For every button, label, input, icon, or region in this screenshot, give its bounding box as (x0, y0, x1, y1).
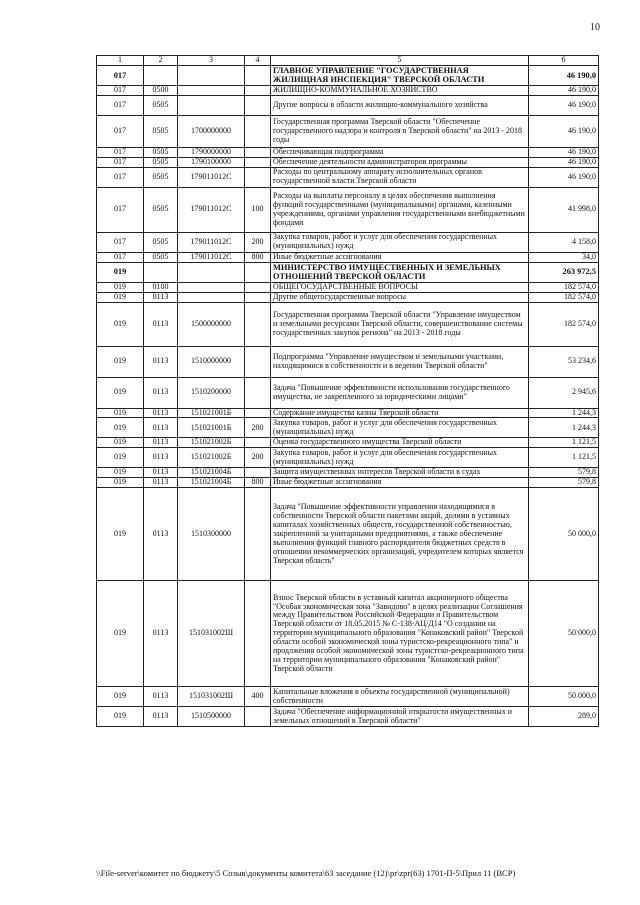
expense-type-cell (245, 488, 271, 581)
expense-type-cell (245, 581, 271, 687)
target-article-cell: 151021004Б (178, 478, 245, 488)
expense-type-cell (245, 115, 271, 147)
ministry-code-cell: 019 (97, 377, 144, 408)
section-code-cell: 0113 (144, 478, 178, 488)
target-article-cell: 151021004Б (178, 468, 245, 478)
table-row (97, 66, 599, 86)
description-cell: ОБЩЕГОСУДАРСТВЕННЫЕ ВОПРОСЫ (271, 282, 529, 292)
target-article-cell: 151021002Б (178, 448, 245, 468)
ministry-code-cell: 019 (97, 581, 144, 687)
target-article-cell (178, 262, 245, 282)
table-row (97, 85, 599, 95)
section-code-cell: 0113 (144, 377, 178, 408)
description-cell: Защита имущественных интересов Тверской области в судах (271, 468, 529, 478)
table-row (97, 147, 599, 157)
section-code-cell (144, 262, 178, 282)
amount-cell: 46 190,0 (529, 157, 599, 167)
table-row (97, 95, 599, 115)
target-article-cell (178, 282, 245, 292)
table-row (97, 687, 599, 707)
ministry-code-cell: 017 (97, 187, 144, 232)
ministry-code-cell: 019 (97, 408, 144, 418)
description-cell: Расходы на выплаты персоналу в целях обеспечения выполнения функций государственными (муниципальными) органами, казенными учреждениями, органами управления государственными внебюджетными фондами (271, 187, 529, 232)
target-article-cell (178, 292, 245, 302)
section-code-cell: 0113 (144, 707, 178, 727)
section-code-cell: 0113 (144, 438, 178, 448)
table-row (97, 488, 599, 581)
amount-cell: 579,8 (529, 468, 599, 478)
target-article-cell: 179011012С (178, 187, 245, 232)
table-row (97, 408, 599, 418)
section-code-cell: 0113 (144, 488, 178, 581)
description-cell: Обеспечивающая подпрограмма (271, 147, 529, 157)
description-cell: Оценка государственного имущества Тверской области (271, 438, 529, 448)
expense-type-cell: 200 (245, 418, 271, 438)
table-row (97, 282, 599, 292)
amount-cell: 579,8 (529, 478, 599, 488)
expense-type-cell (245, 438, 271, 448)
ministry-code-cell: 017 (97, 157, 144, 167)
expense-type-cell (245, 346, 271, 377)
expense-type-cell (245, 85, 271, 95)
ministry-code-cell: 019 (97, 282, 144, 292)
table-row (97, 232, 599, 252)
amount-cell: 1 121,5 (529, 448, 599, 468)
table-row (97, 252, 599, 262)
amount-cell: 1 121,5 (529, 438, 599, 448)
expense-type-cell (245, 707, 271, 727)
expense-type-cell: 800 (245, 478, 271, 488)
target-article-cell: 151021001Б (178, 408, 245, 418)
amount-cell: 50 000,0 (529, 581, 599, 687)
target-article-cell: 179011012С (178, 167, 245, 187)
table-row (97, 187, 599, 232)
table-row (97, 707, 599, 727)
table-body (97, 66, 599, 727)
file-path-footer: \\File-server\комитет по бюджету\5 Созыв\документы комитета\63 заседание (12)\pr\zpr(63) 1701-П-5\Прил 11 (ВСР) (96, 868, 516, 878)
description-cell: Обеспечение деятельности администраторов программы (271, 157, 529, 167)
ministry-code-cell: 017 (97, 66, 144, 86)
expense-type-cell (245, 157, 271, 167)
amount-cell: 46 190,0 (529, 115, 599, 147)
target-article-cell (178, 66, 245, 86)
description-cell: Закупка товаров, работ и услуг для обеспечения государственных (муниципальных) нужд (271, 418, 529, 438)
ministry-code-cell: 019 (97, 707, 144, 727)
expense-type-cell: 400 (245, 687, 271, 707)
amount-cell: 182 574,0 (529, 292, 599, 302)
target-article-cell: 1500000000 (178, 302, 245, 346)
table-row (97, 302, 599, 346)
target-article-cell: 179011012С (178, 252, 245, 262)
ministry-code-cell: 019 (97, 438, 144, 448)
expense-type-cell (245, 147, 271, 157)
column-header: 2 (144, 56, 178, 66)
ministry-code-cell: 019 (97, 418, 144, 438)
target-article-cell: 1510000000 (178, 346, 245, 377)
amount-cell: 182 574,0 (529, 302, 599, 346)
section-code-cell (144, 66, 178, 86)
description-cell: Расходы по центральному аппарату исполнительных органов государственной власти Тверской области (271, 167, 529, 187)
section-code-cell: 0113 (144, 687, 178, 707)
ministry-code-cell: 017 (97, 167, 144, 187)
ministry-code-cell: 017 (97, 232, 144, 252)
section-code-cell: 0500 (144, 85, 178, 95)
description-cell: Закупка товаров, работ и услуг для обеспечения государственных (муниципальных) нужд (271, 448, 529, 468)
expense-type-cell (245, 262, 271, 282)
ministry-code-cell: 017 (97, 252, 144, 262)
amount-cell: 46 190,0 (529, 167, 599, 187)
page-number: 10 (590, 22, 600, 33)
amount-cell: 41 998,0 (529, 187, 599, 232)
expense-type-cell (245, 408, 271, 418)
table-row (97, 157, 599, 167)
description-cell: Подпрограмма "Управление имуществом и земельными участками, находящимися в собственности и в ведении Тверской области" (271, 346, 529, 377)
expense-type-cell (245, 377, 271, 408)
target-article-cell: 151021001Б (178, 418, 245, 438)
target-article-cell: 1700000000 (178, 115, 245, 147)
expense-type-cell (245, 95, 271, 115)
amount-cell: 50 000,0 (529, 687, 599, 707)
section-code-cell: 0505 (144, 147, 178, 157)
ministry-code-cell: 017 (97, 85, 144, 95)
expense-type-cell (245, 66, 271, 86)
column-header: 1 (97, 56, 144, 66)
amount-cell: 46 190,0 (529, 147, 599, 157)
target-article-cell: 1510500000 (178, 707, 245, 727)
section-code-cell: 0505 (144, 232, 178, 252)
section-code-cell: 0113 (144, 302, 178, 346)
table-header-row (97, 56, 599, 66)
description-cell: Иные бюджетные ассигнования (271, 252, 529, 262)
ministry-code-cell: 017 (97, 95, 144, 115)
amount-cell: 46 190,0 (529, 85, 599, 95)
table-row (97, 448, 599, 468)
target-article-cell: 1790000000 (178, 147, 245, 157)
expense-type-cell (245, 167, 271, 187)
expense-type-cell (245, 302, 271, 346)
ministry-code-cell: 019 (97, 302, 144, 346)
description-cell: Иные бюджетные ассигнования (271, 478, 529, 488)
section-code-cell: 0505 (144, 95, 178, 115)
amount-cell: 289,0 (529, 707, 599, 727)
target-article-cell (178, 95, 245, 115)
amount-cell: 46 190,0 (529, 66, 599, 86)
amount-cell: 53 234,6 (529, 346, 599, 377)
table-row (97, 468, 599, 478)
target-article-cell: 1790100000 (178, 157, 245, 167)
column-header: 5 (271, 56, 529, 66)
ministry-code-cell: 019 (97, 468, 144, 478)
section-code-cell: 0505 (144, 115, 178, 147)
description-cell: Закупка товаров, работ и услуг для обеспечения государственных (муниципальных) нужд (271, 232, 529, 252)
column-header: 4 (245, 56, 271, 66)
amount-cell: 182 574,0 (529, 282, 599, 292)
section-code-cell: 0113 (144, 346, 178, 377)
section-code-cell: 0100 (144, 282, 178, 292)
description-cell: ЖИЛИЩНО-КОММУНАЛЬНОЕ ХОЗЯЙСТВО (271, 85, 529, 95)
description-cell: МИНИСТЕРСТВО ИМУЩЕСТВЕННЫХ И ЗЕМЕЛЬНЫХ ОТНОШЕНИЙ ТВЕРСКОЙ ОБЛАСТИ (271, 262, 529, 282)
table-row (97, 438, 599, 448)
ministry-code-cell: 019 (97, 687, 144, 707)
section-code-cell: 0113 (144, 292, 178, 302)
description-cell: Государственная программа Тверской области "Управление имуществом и земельными ресурсами Тверской области, совершенствование системы государственных закупок региона" на 2013 - 2018 годы (271, 302, 529, 346)
ministry-code-cell: 019 (97, 448, 144, 468)
target-article-cell (178, 85, 245, 95)
table-row (97, 346, 599, 377)
amount-cell: 34,0 (529, 252, 599, 262)
section-code-cell: 0113 (144, 448, 178, 468)
table-row (97, 292, 599, 302)
expense-type-cell (245, 468, 271, 478)
section-code-cell: 0113 (144, 418, 178, 438)
target-article-cell: 1510200000 (178, 377, 245, 408)
description-cell: Другие общегосударственные вопросы (271, 292, 529, 302)
table-row (97, 581, 599, 687)
ministry-code-cell: 019 (97, 292, 144, 302)
description-cell: Задача "Повышение эффективности использования государственного имущества, не закрепленного за юридическими лицами" (271, 377, 529, 408)
target-article-cell: 151021002Б (178, 438, 245, 448)
target-article-cell: 1510300000 (178, 488, 245, 581)
section-code-cell: 0113 (144, 468, 178, 478)
budget-table (96, 55, 599, 727)
description-cell: Капитальные вложения в объекты государственной (муниципальной) собственности (271, 687, 529, 707)
target-article-cell: 151031002Ш (178, 581, 245, 687)
amount-cell: 50 000,0 (529, 488, 599, 581)
table-row (97, 418, 599, 438)
section-code-cell: 0113 (144, 581, 178, 687)
amount-cell: 263 972,5 (529, 262, 599, 282)
description-cell: Содержание имущества казны Тверской области (271, 408, 529, 418)
table-row (97, 115, 599, 147)
column-header: 6 (529, 56, 599, 66)
ministry-code-cell: 019 (97, 346, 144, 377)
amount-cell: 2 945,6 (529, 377, 599, 408)
ministry-code-cell: 019 (97, 478, 144, 488)
description-cell: Задача "Обеспечение информационной открытости имущественных и земельных отношений в Тверской области" (271, 707, 529, 727)
target-article-cell: 179011012С (178, 232, 245, 252)
table-row (97, 377, 599, 408)
section-code-cell: 0505 (144, 157, 178, 167)
table-row (97, 478, 599, 488)
target-article-cell: 151031002Ш (178, 687, 245, 707)
ministry-code-cell: 017 (97, 115, 144, 147)
description-cell: Государственная программа Тверской области "Обеспечение государственного надзора и контроля в Тверской области" на 2013 - 2018 годы (271, 115, 529, 147)
section-code-cell: 0113 (144, 408, 178, 418)
ministry-code-cell: 019 (97, 488, 144, 581)
section-code-cell: 0505 (144, 252, 178, 262)
expense-type-cell: 200 (245, 448, 271, 468)
ministry-code-cell: 019 (97, 262, 144, 282)
expense-type-cell (245, 282, 271, 292)
amount-cell: 1 244,3 (529, 408, 599, 418)
table-row (97, 167, 599, 187)
ministry-code-cell: 017 (97, 147, 144, 157)
amount-cell: 4 158,0 (529, 232, 599, 252)
column-header: 3 (178, 56, 245, 66)
expense-type-cell: 100 (245, 187, 271, 232)
section-code-cell: 0505 (144, 187, 178, 232)
description-cell: ГЛАВНОЕ УПРАВЛЕНИЕ "ГОСУДАРСТВЕННАЯ ЖИЛИЩНАЯ ИНСПЕКЦИЯ" ТВЕРСКОЙ ОБЛАСТИ (271, 66, 529, 86)
amount-cell: 46 190,0 (529, 95, 599, 115)
expense-type-cell (245, 292, 271, 302)
description-cell: Взнос Тверской области в уставный капитал акционерного общества "Особая экономическая зона "Завидово" в целях реализации Соглашения между Правительством Российской Федерации и Правительством Тверской области от 18.05.2015 № С-138-АЦ/Д14 "О создании на территории муниципального образования "Конаковский район" Тверской области особой экономической зоны туристско-рекреационного типа" и продлжения особой экономической зоны туристско-рекреационного типа на территории муниципального образования "Конаковский район" Тверской области (271, 581, 529, 687)
expense-type-cell: 800 (245, 252, 271, 262)
description-cell: Другие вопросы в области жилищно-коммунального хозяйства (271, 95, 529, 115)
section-code-cell: 0505 (144, 167, 178, 187)
description-cell: Задача "Повышение эффективности управления находящимися в собственности Тверской области пакетами акций, долями в уставных капиталах хозяйственных обществ, государственной собственностью, закрепленной за унитарными предприятиями, а также обеспечение выполнения функций главного распорядителя бюджетных средств в отношении некоммерческих организаций, учредителем которых является Тверская область" (271, 488, 529, 581)
expense-type-cell: 200 (245, 232, 271, 252)
amount-cell: 1 244,3 (529, 418, 599, 438)
table-row (97, 262, 599, 282)
